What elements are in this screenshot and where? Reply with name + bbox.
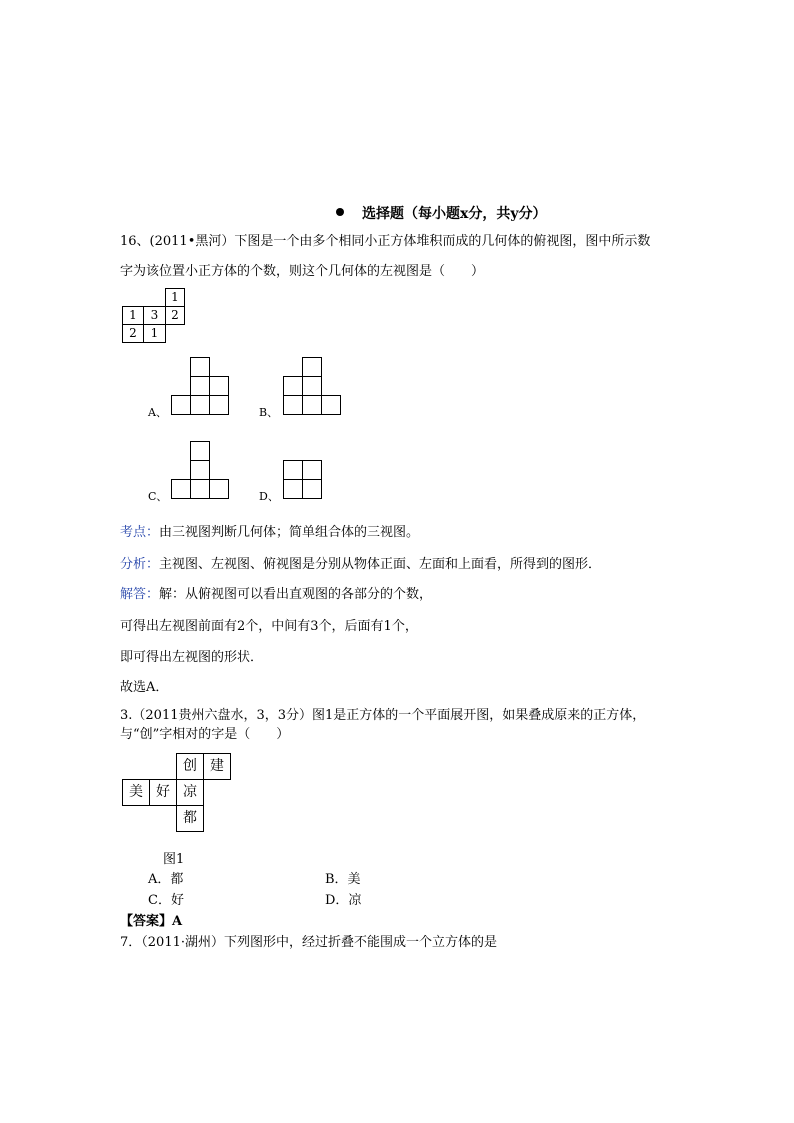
figure-square: [190, 357, 210, 377]
figure-square: [302, 460, 322, 480]
option-a-label: A、: [148, 406, 167, 419]
net-cell: 好: [149, 779, 177, 806]
q16-line1: 16、(2011•黑河）下图是一个由多个相同小正方体堆积而成的几何体的俯视图，图中所示数: [120, 234, 651, 249]
figure-square: [302, 395, 322, 415]
option-c-label: C、: [148, 490, 168, 503]
figure-square: [321, 395, 341, 415]
figure-square: [209, 376, 229, 396]
solution-line-c: 故选A．: [120, 680, 169, 695]
q3-line1: 3.（2011贵州六盘水，3，3分）图1是正方体的一个平面展开图，如果叠成原来的正方体，: [120, 708, 646, 723]
jieda-text: 解：从俯视图可以看出直观图的各部分的个数，: [159, 587, 433, 602]
figure-square: [190, 479, 210, 499]
fenxi-text: 主视图、左视图、俯视图是分别从物体正面、左面和上面看，所得到的图形．: [159, 557, 602, 572]
figure-square: [190, 376, 210, 396]
figure-square: [283, 460, 303, 480]
q3-line2: 与“创”字相对的字是（ ）: [120, 727, 290, 742]
solution-line-a: 可得出左视图前面有2个，中间有3个，后面有1个，: [120, 619, 418, 634]
kaodian-text: 由三视图判断几何体；简单组合体的三视图。: [159, 525, 420, 540]
bullet-icon: [336, 208, 344, 216]
grid-cell: 2: [165, 306, 185, 325]
kaodian-line: [120, 521, 419, 540]
grid-cell: 1: [122, 306, 144, 325]
option-d-label: D、: [259, 490, 279, 503]
net-cell: 创: [176, 753, 204, 780]
q3-option-a: A．都: [148, 872, 184, 887]
figure-square: [302, 376, 322, 396]
net-cell: 凉: [176, 779, 204, 806]
option-b-label: B、: [259, 406, 279, 419]
q3-answer: 【答案】A: [120, 914, 183, 929]
q7-text: 7．（2011·湖州）下列图形中，经过折叠不能围成一个立方体的是: [120, 935, 497, 950]
q3-option-c: C．好: [148, 893, 184, 908]
figure-square: [171, 479, 191, 499]
figure-square: [190, 395, 210, 415]
net-cell: 都: [176, 805, 204, 832]
solution-line-b: 即可得出左视图的形状．: [120, 650, 264, 665]
grid-cell: 2: [122, 324, 144, 343]
q3-option-b: B．美: [325, 872, 361, 887]
grid-cell: 1: [143, 324, 166, 343]
figure-square: [171, 395, 191, 415]
q3-option-d: D．凉: [325, 893, 362, 908]
jieda-label: 解答：: [120, 587, 160, 602]
jieda-line: [120, 583, 432, 602]
fenxi-label: 分析：: [120, 557, 160, 572]
figure-square: [283, 479, 303, 499]
grid-cell: 1: [165, 288, 185, 307]
kaodian-label: 考点：: [120, 525, 160, 540]
figure-square: [302, 479, 322, 499]
net-cell: 美: [122, 779, 150, 806]
figure-square: [283, 395, 303, 415]
q16-line2: 字为该位置小正方体的个数，则这个几何体的左视图是（ ）: [120, 264, 485, 279]
figure-square: [283, 376, 303, 396]
figure-square: [209, 395, 229, 415]
figure-square: [190, 460, 210, 480]
figure-caption: 图1: [163, 852, 185, 867]
fenxi-line: [120, 553, 601, 572]
section-title: 选择题（每小题x分，共y分）: [336, 203, 546, 223]
figure-square: [190, 441, 210, 461]
grid-cell: 3: [143, 306, 166, 325]
figure-square: [209, 479, 229, 499]
net-cell: 建: [203, 753, 231, 780]
figure-square: [302, 357, 322, 377]
